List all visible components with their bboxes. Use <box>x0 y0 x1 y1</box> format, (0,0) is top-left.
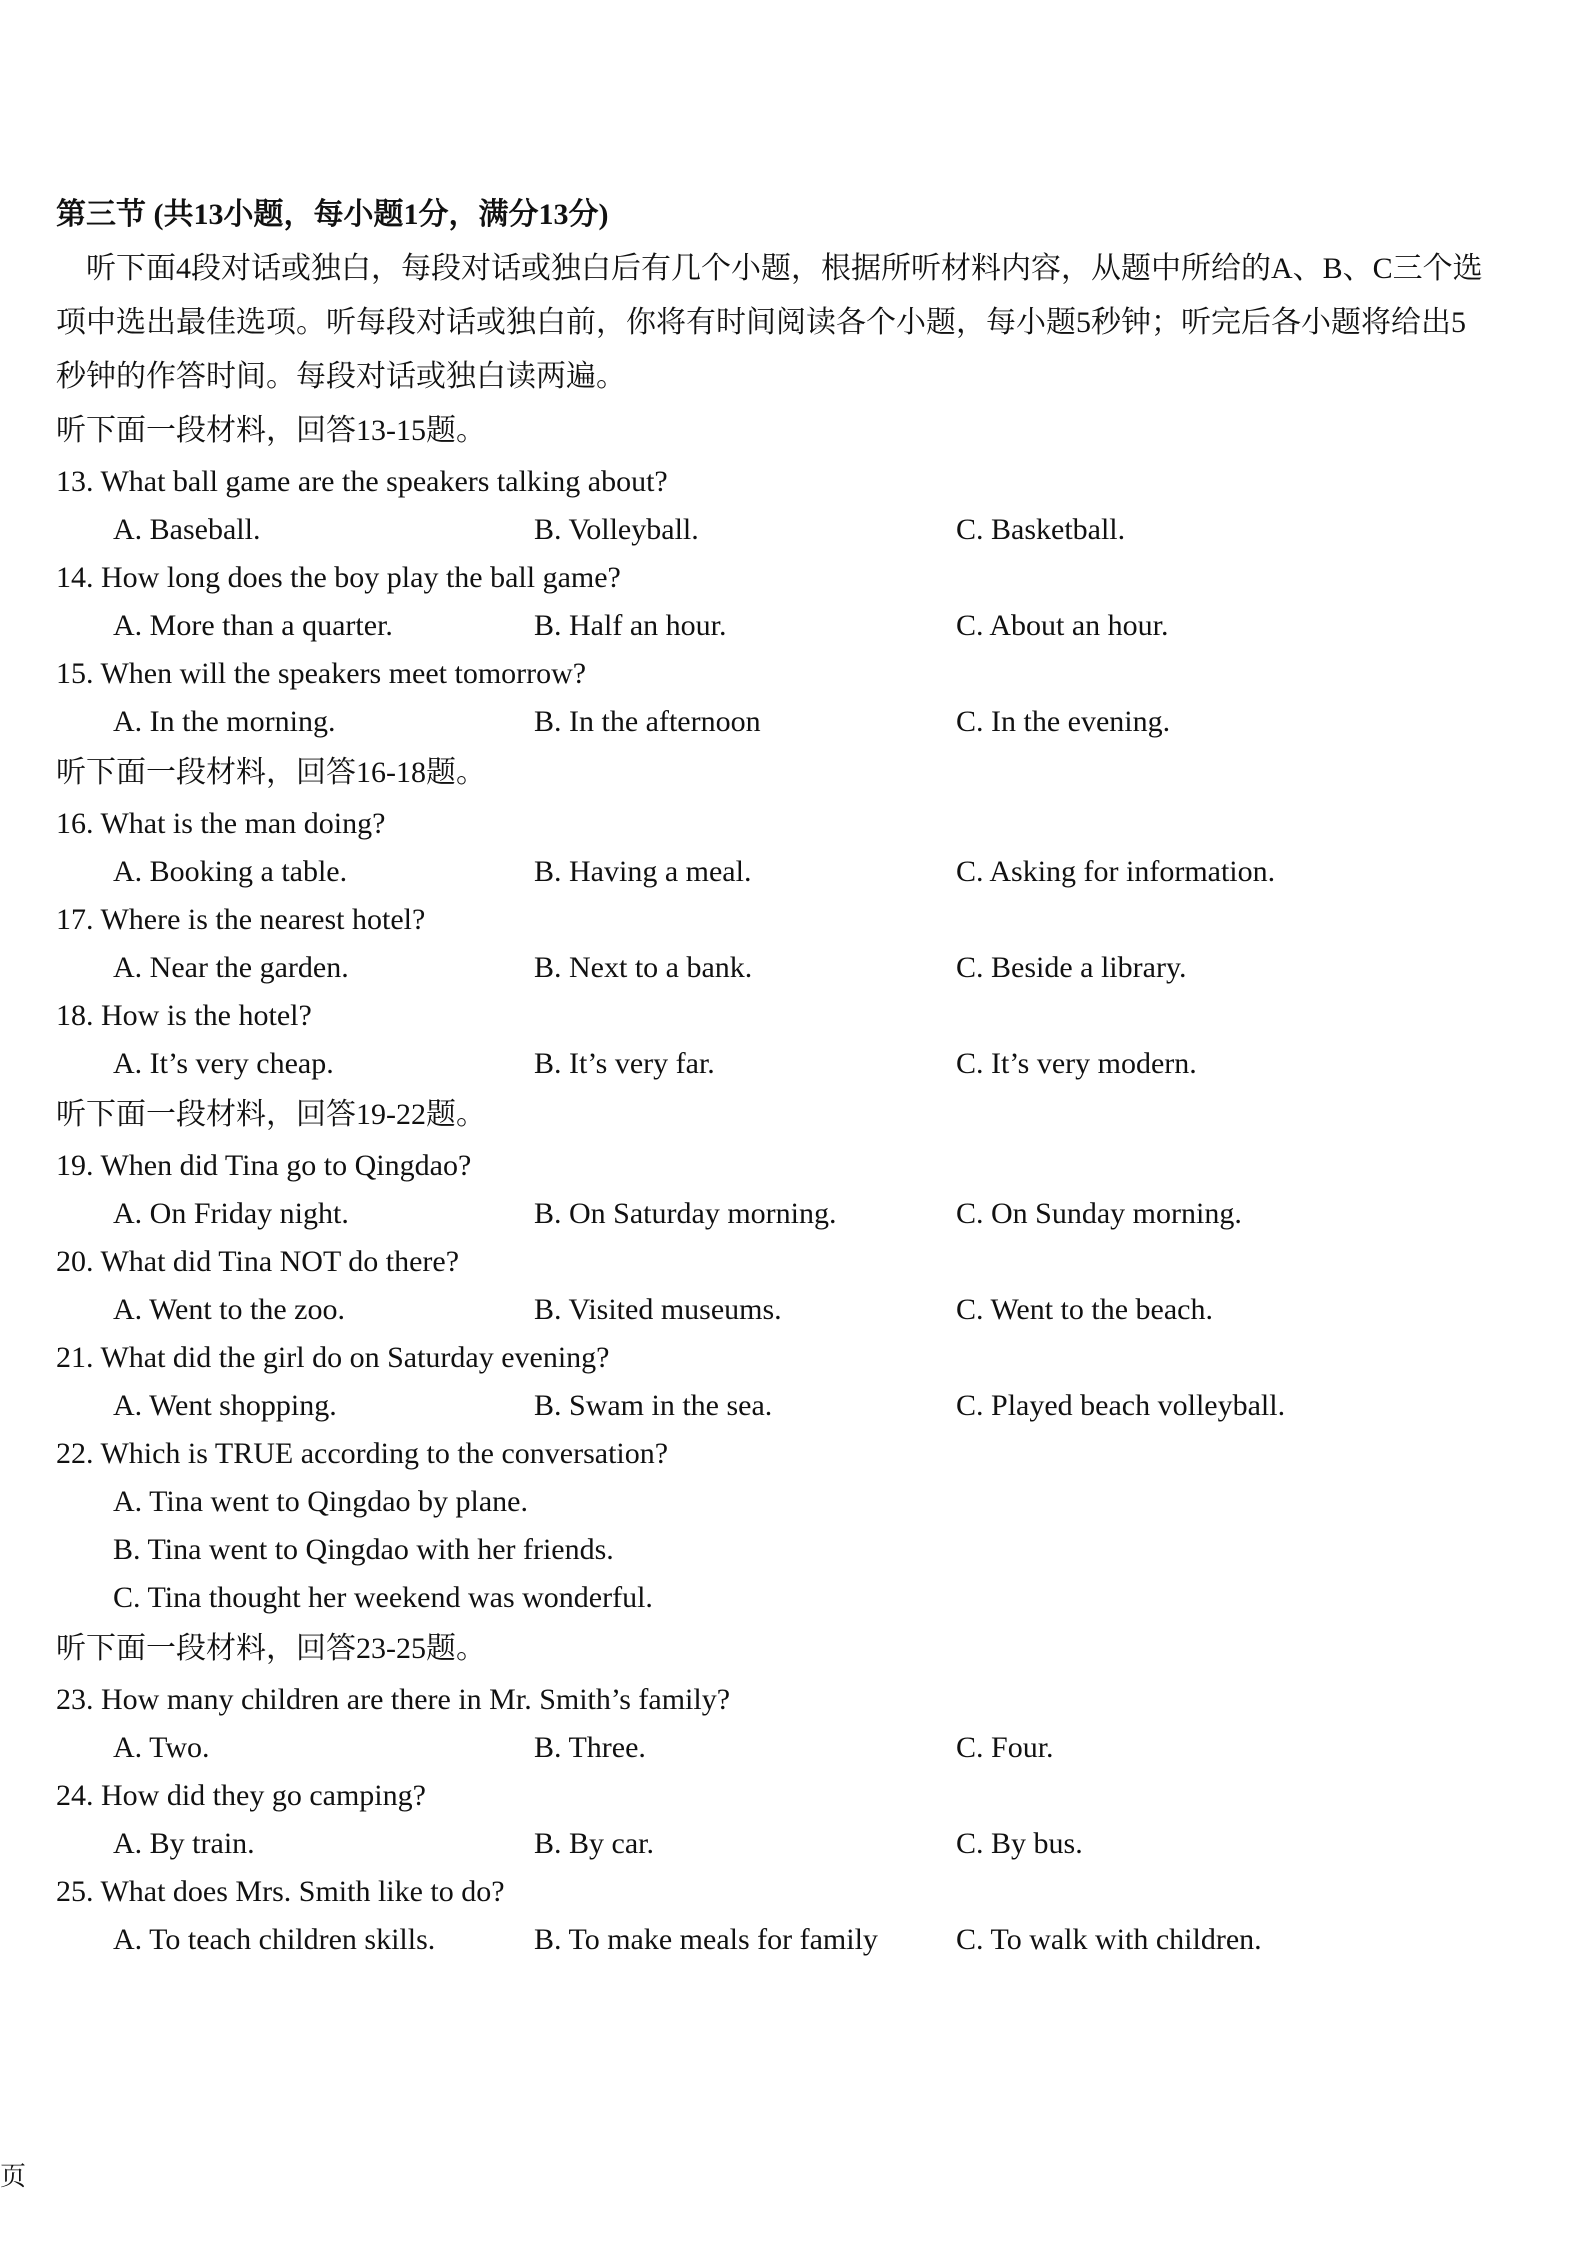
option-c: C. In the evening. <box>956 705 1171 738</box>
options-row <box>56 944 1496 992</box>
option-a: A. Went shopping. <box>113 1389 337 1422</box>
option-a: A. Near the garden. <box>113 951 349 984</box>
question-13: 13. What ball game are the speakers talking about? <box>56 465 668 498</box>
option-b: B. Swam in the sea. <box>534 1389 773 1422</box>
option-c: C. Beside a library. <box>956 951 1187 984</box>
option-b: B. To make meals for family <box>534 1923 878 1956</box>
section-instructions: 听下面4段对话或独白，每段对话或独白后有几个小题，根据所听材料内容，从题中所给的A、B、C三个选项中选出最佳选项。听每段对话或独白前，你将有时间阅读各个小题，每小题5秒钟；听完后各小题将给出5秒钟的作答时间。每段对话或独白读两遍。 <box>56 252 1483 393</box>
question-15: 15. When will the speakers meet tomorrow? <box>56 657 587 690</box>
question-14: 14. How long does the boy play the ball game? <box>56 561 621 594</box>
question-18: 18. How is the hotel? <box>56 999 312 1032</box>
question-25: 25. What does Mrs. Smith like to do? <box>56 1875 505 1908</box>
option-c: C. About an hour. <box>956 609 1169 642</box>
group-heading: 听下面一段材料，回答13-15题。 <box>56 414 486 447</box>
exam-page <box>56 188 1496 1964</box>
option-a: A. More than a quarter. <box>113 609 393 642</box>
option-b: B. Tina went to Qingdao with her friends. <box>113 1533 614 1566</box>
option-a: A. Went to the zoo. <box>113 1293 345 1326</box>
option-b: B. Next to a bank. <box>534 951 753 984</box>
option-c: C. It’s very modern. <box>956 1047 1197 1080</box>
options-row <box>56 1286 1496 1334</box>
group-heading: 听下面一段材料，回答23-25题。 <box>56 1632 486 1665</box>
options-row <box>56 1190 1496 1238</box>
options-row <box>56 1820 1496 1868</box>
option-c: C. To walk with children. <box>956 1923 1262 1956</box>
option-a: A. Tina went to Qingdao by plane. <box>113 1485 528 1518</box>
options-row <box>56 698 1496 746</box>
group-heading: 听下面一段材料，回答16-18题。 <box>56 756 486 789</box>
option-b: B. Visited museums. <box>534 1293 782 1326</box>
option-a: A. Two. <box>113 1731 210 1764</box>
question-16: 16. What is the man doing? <box>56 807 386 840</box>
options-row <box>56 1040 1496 1088</box>
question-24: 24. How did they go camping? <box>56 1779 426 1812</box>
option-a: A. On Friday night. <box>113 1197 349 1230</box>
option-c: C. On Sunday morning. <box>956 1197 1242 1230</box>
option-b: B. By car. <box>534 1827 654 1860</box>
listening-group <box>56 404 1496 746</box>
listening-group <box>56 1088 1496 1622</box>
page-number-fragment: 页 <box>0 2162 27 2192</box>
option-b: B. Volleyball. <box>534 513 699 546</box>
option-c: C. Asking for information. <box>956 855 1276 888</box>
option-c: C. Four. <box>956 1731 1054 1764</box>
option-b: B. It’s very far. <box>534 1047 715 1080</box>
question-22: 22. Which is TRUE according to the conversation? <box>56 1437 669 1470</box>
options-row <box>56 1724 1496 1772</box>
options-row <box>56 1916 1496 1964</box>
option-a: A. By train. <box>113 1827 255 1860</box>
options-row <box>56 602 1496 650</box>
options-row <box>56 1382 1496 1430</box>
option-b: B. On Saturday morning. <box>534 1197 837 1230</box>
option-a: A. To teach children skills. <box>113 1923 436 1956</box>
option-a: A. It’s very cheap. <box>113 1047 334 1080</box>
listening-group <box>56 1622 1496 1964</box>
group-heading: 听下面一段材料，回答19-22题。 <box>56 1098 486 1131</box>
option-a: A. Baseball. <box>113 513 261 546</box>
question-20: 20. What did Tina NOT do there? <box>56 1245 460 1278</box>
question-19: 19. When did Tina go to Qingdao? <box>56 1149 472 1182</box>
options-row <box>56 848 1496 896</box>
question-23: 23. How many children are there in Mr. Smith’s family? <box>56 1683 731 1716</box>
options-row <box>56 506 1496 554</box>
option-c: C. Went to the beach. <box>956 1293 1213 1326</box>
option-a: A. In the morning. <box>113 705 336 738</box>
option-a: A. Booking a table. <box>113 855 348 888</box>
option-b: B. Having a meal. <box>534 855 752 888</box>
option-b: B. Half an hour. <box>534 609 727 642</box>
listening-group <box>56 746 1496 1088</box>
option-c: C. Basketball. <box>956 513 1126 546</box>
option-b: B. Three. <box>534 1731 646 1764</box>
option-c: C. Played beach volleyball. <box>956 1389 1286 1422</box>
option-c: C. By bus. <box>956 1827 1083 1860</box>
section-title: 第三节 (共13小题，每小题1分，满分13分) <box>56 198 609 231</box>
option-c: C. Tina thought her weekend was wonderful. <box>113 1581 653 1614</box>
question-17: 17. Where is the nearest hotel? <box>56 903 426 936</box>
question-21: 21. What did the girl do on Saturday evening? <box>56 1341 610 1374</box>
option-b: B. In the afternoon <box>534 705 761 738</box>
